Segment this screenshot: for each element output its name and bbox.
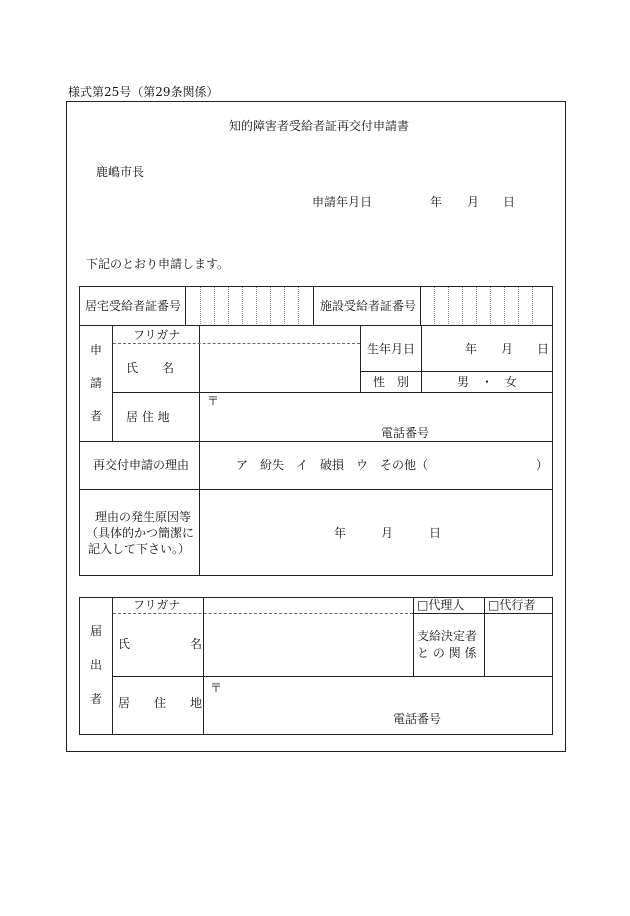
rule (484, 597, 485, 676)
cause-label-line-1: 理由の発生原因等 (95, 510, 192, 524)
home-cert-label: 居宅受給者証番号 (85, 299, 182, 313)
rule (79, 325, 553, 326)
birth-month[interactable]: 月 (501, 342, 514, 356)
agent-checkbox[interactable]: □代行者 (488, 598, 536, 612)
rule (79, 489, 553, 490)
intro-text: 下記のとおり申請します。 (86, 257, 230, 271)
rule (420, 286, 421, 325)
applicant-postal-mark: 〒 (207, 394, 220, 408)
rule (421, 325, 422, 392)
form-title: 知的障害者受給者証再交付申請書 (229, 119, 410, 133)
rule (79, 441, 553, 442)
rule (199, 325, 200, 576)
rule (313, 286, 314, 325)
application-date-month[interactable]: 月 (467, 195, 480, 209)
rule (112, 597, 113, 735)
addressee: 鹿嶋市長 (96, 165, 145, 179)
applicant-name-label: 氏 名 (126, 361, 175, 375)
applicant-address-label: 居 住 地 (126, 410, 170, 424)
birth-date-label: 生年月日 (367, 342, 416, 356)
cause-date-month[interactable]: 月 (381, 526, 394, 540)
notifier-address-label: 居 住 地 (118, 696, 203, 710)
relation-label-line-2: と の 関 係 (417, 646, 477, 660)
rule (112, 676, 553, 677)
facility-cert-label: 施設受給者証番号 (320, 299, 417, 313)
notifier-postal-mark: 〒 (210, 681, 223, 695)
rule (413, 613, 553, 614)
birth-year[interactable]: 年 (465, 342, 478, 356)
rule (112, 392, 553, 393)
reason-options[interactable]: ア 紛失 イ 破損 ウ その他（ ） (236, 458, 549, 472)
notifier-name-label: 氏 名 (118, 637, 203, 651)
form-number: 様式第25号（第29条関係） (68, 85, 219, 99)
applicant-phone-label: 電話番号 (381, 426, 430, 440)
applicant-furigana-label: フリガナ (133, 328, 181, 342)
rule (203, 597, 204, 735)
rule (413, 597, 414, 676)
rule (360, 325, 361, 392)
rule (185, 286, 186, 325)
furigana-separator (113, 613, 413, 614)
reason-label: 再交付申請の理由 (93, 458, 190, 472)
gender-label: 性 別 (373, 375, 410, 389)
proxy-checkbox[interactable]: □代理人 (417, 598, 465, 612)
gender-options[interactable]: 男 ・ 女 (457, 375, 518, 389)
cause-date-day[interactable]: 日 (429, 526, 442, 540)
rule (360, 371, 553, 372)
notifier-phone-label: 電話番号 (393, 712, 442, 726)
cause-label-line-3: 記入して下さい。） (88, 542, 191, 556)
relation-label-line-1: 支給決定者 (417, 629, 478, 643)
application-date-label: 申請年月日 (312, 195, 373, 209)
birth-day[interactable]: 日 (537, 342, 550, 356)
cause-date-year[interactable]: 年 (334, 526, 347, 540)
application-date-year[interactable]: 年 (430, 195, 443, 209)
furigana-separator (113, 343, 360, 344)
application-date-day[interactable]: 日 (503, 195, 516, 209)
notifier-table (79, 597, 553, 735)
cause-label-line-2: （具体的かつ簡潔に (86, 526, 195, 540)
notifier-furigana-label: フリガナ (133, 598, 181, 612)
